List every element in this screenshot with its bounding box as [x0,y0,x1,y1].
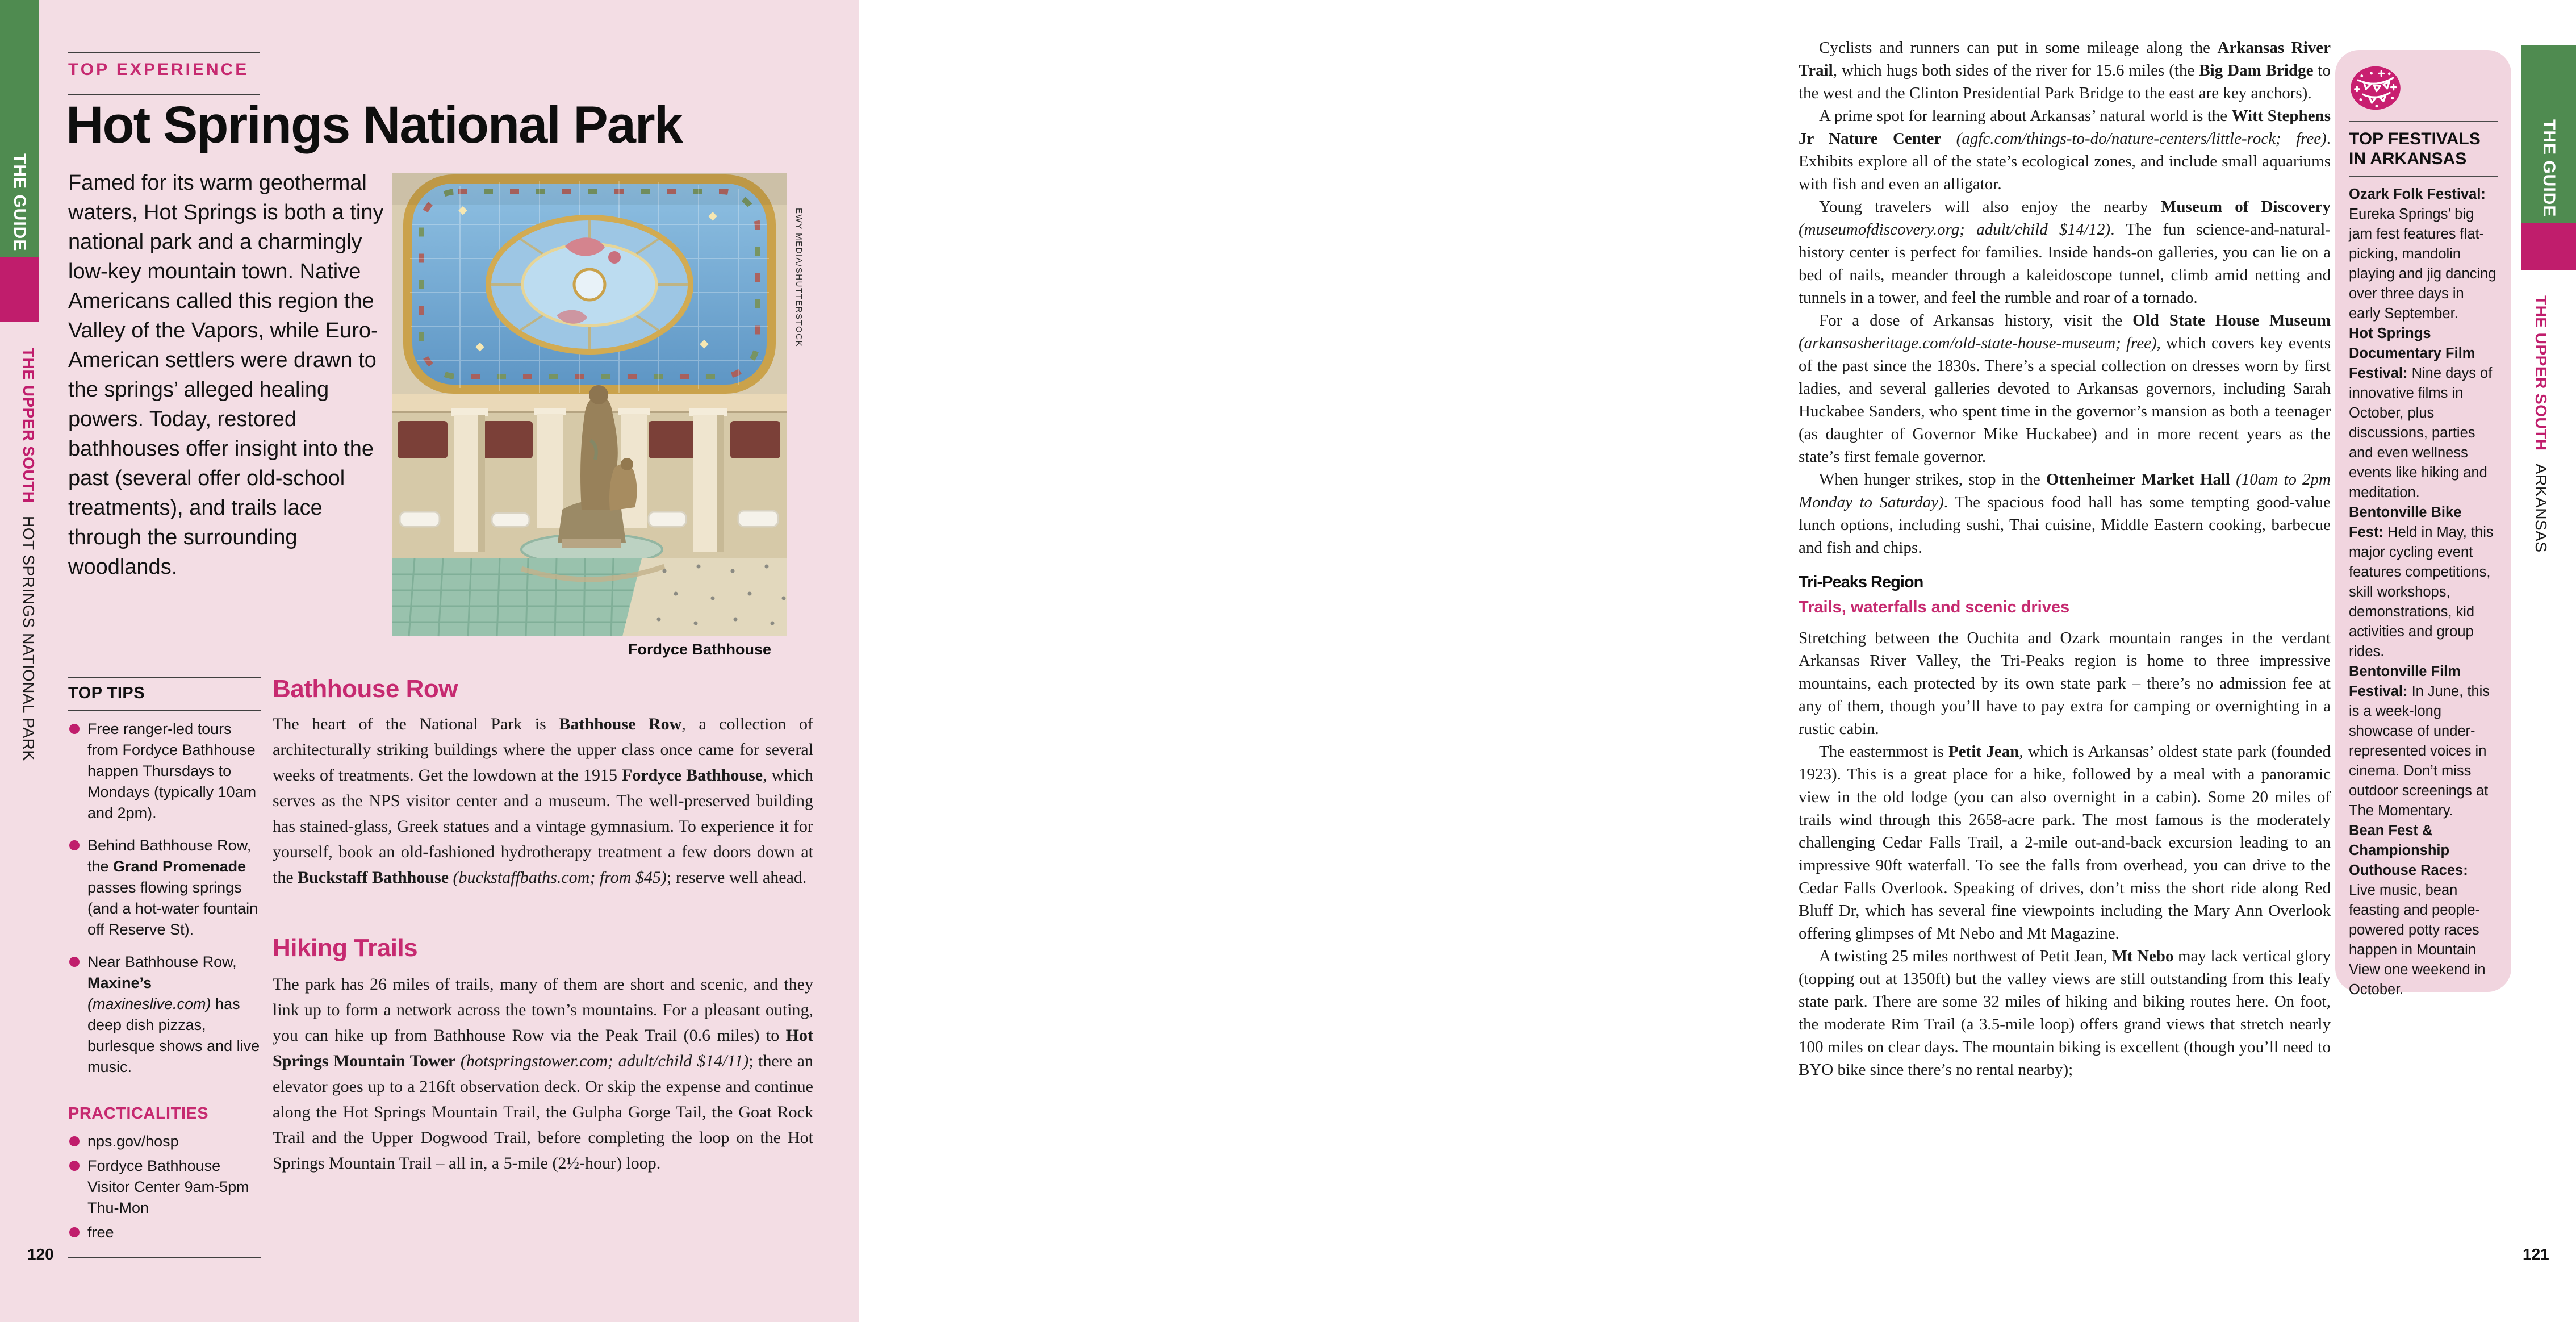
edge-spine-text-right [2532,295,2550,552]
festival-description: In June, this is a week-long showcase of under-represented voices in cinema. Don’t miss outdoor screenings at The Momentary. [2349,683,2490,819]
page-number-right: 121 [2523,1245,2549,1263]
tip-text: Behind Bathhouse Row, the Grand Promenade passes flowing springs (and a hot-water fountain off Reserve St). [87,837,258,938]
festival-name: Bentonville Bike Fest: [2349,504,2462,540]
section-heading-tri-peaks: Tri-Peaks Region [1799,573,1923,591]
section-heading-bathhouse-row: Bathhouse Row [273,675,458,703]
body-paragraph: A twisting 25 miles northwest of Petit Jean, Mt Nebo may lack vertical glory (topping out at 1350ft) but the valley views are still outstanding from this leafy state park. There are some 32 miles of hiking and biking routes here. On foot, the moderate Rim Trail (a 3.5-mile loop) offers grand views that stretch nearly 100 miles on clear days. The mountain biking is excellent (though you’ll need to BYO bike since there’s no rental nearby); [1799,946,2331,1079]
tips-rule-top [68,677,261,678]
edge-tab-label: THE GUIDE [10,153,29,251]
kicker-top-experience: TOP EXPERIENCE [68,60,249,79]
page-left [0,0,859,1322]
list-item [68,1156,261,1219]
kicker-rule-top [68,52,260,53]
section-subheading-trails-waterfalls: Trails, waterfalls and scenic drives [1799,598,2070,616]
sidebar-rule-top [2349,121,2498,122]
practicalities-heading: PRACTICALITIES [68,1104,209,1123]
practicality-text: Fordyce Bathhouse Visitor Center 9am-5pm Thu-Mon [87,1157,249,1216]
festival-entry [2349,662,2498,821]
main-text-column [1799,36,2331,1081]
stained-glass-ceiling-illustration [392,173,787,636]
page-right [859,0,2558,1322]
festival-description: Live music, bean feasting and people-powered potty races happen in Mountain View one weekend in October. [2349,882,2486,998]
festival-entry [2349,324,2498,503]
edge-tab-the-guide-right [2521,45,2576,223]
section-heading-hiking-trails: Hiking Trails [273,934,418,962]
photo-caption: Fordyce Bathhouse [628,641,771,658]
section-body-hiking-trails: The park has 26 miles of trails, many of them are short and scenic, and they link up to form a network across the town’s mountains. For a pleasant outing, you can hike up from Bathhouse Row via the Peak Trail (0.6 miles) to Hot Springs Mountain Tower (hotspringstower.com; adult/child $14/11); there an elevator goes up to a 216ft observation deck. Or skip the expense and continue along the Hot Springs Mountain Trail, the Gulpha Gorge Tail, the Goat Rock Trail and the Upper Dogwood Trail, before completing the loop on the Hot Springs Mountain Trail – all in, a 5-mile (2½-hour) loop. [273,975,813,1173]
festival-entry [2349,821,2498,1000]
kicker-rule-bottom [68,94,260,95]
edge-section-label: ARKANSAS [2532,463,2550,553]
festival-description: Held in May, this major cycling event features competitions, skill workshops, demonstrations, kid activities and group rides. [2349,524,2494,660]
festival-entry [2349,185,2498,324]
list-item [68,719,261,824]
festival-description: Nine days of innovative films in October, plus discussions, parties and even wellness events like hiking and meditation. [2349,365,2493,501]
festival-name: Ozark Folk Festival: [2349,186,2486,202]
festival-name: Bean Fest & Championship Outhouse Races: [2349,823,2468,878]
practicalities-box [68,1099,261,1258]
edge-chapter-label: THE UPPER SOUTH [2532,295,2550,451]
edge-spine-text-left [19,348,37,761]
edge-magenta-block-right [2521,223,2576,270]
festival-entry [2349,503,2498,662]
bullet-dot-icon [69,957,80,967]
bullet-dot-icon [69,840,80,850]
bullet-dot-icon [69,724,80,734]
festival-name: Hot Springs Documentary Film Festival: [2349,326,2475,381]
festival-name: Bentonville Film Festival: [2349,664,2461,699]
top-tips-heading: TOP TIPS [68,684,145,702]
top-tips-list [68,719,261,1078]
sidebar-title [2349,129,2498,169]
festival-entries [2349,185,2498,1000]
list-item [68,1131,261,1152]
fordyce-bathhouse-photo [392,173,787,636]
photo-credit: EWY MEDIA/SHUTTERSTOCK [794,208,804,347]
body-paragraph: Cyclists and runners can put in some mileage along the Arkansas River Trail, which hugs both sides of the river for 15.6 miles (the Big Dam Bridge to the west and the Clinton Presidential Park Bridge to the east are key anchors). [1799,39,2331,102]
bullet-dot-icon [69,1161,80,1171]
festival-description: Eureka Springs’ big jam fest features flat-picking, mandolin playing and jig dancing over three days in early September. [2349,206,2496,322]
intro-paragraph: Famed for its warm geothermal waters, Hot Springs is both a tiny national park and a charmingly low-key mountain town. Native Americans called this region the Valley of the Vapors, while Euro-American settlers were drawn to the springs’ alleged healing powers. Today, restored bathhouses offer insight into the past (several offer old-school treatments), and trails lace through the surrounding woodlands. [68,171,384,579]
practicalities-list [68,1131,261,1243]
edge-tab-the-guide-left [0,0,39,257]
page-number-left: 120 [27,1245,54,1263]
list-item [68,952,261,1078]
top-festivals-sidebar [2335,50,2511,998]
edge-tab-label: THE GUIDE [2540,119,2558,217]
festival-bunting-icon [2349,65,2402,111]
practicalities-rule-bottom [68,1257,261,1258]
bullet-dot-icon [69,1227,80,1237]
sidebar-rule-bottom [2349,176,2498,177]
edge-section-label: HOT SPRINGS NATIONAL PARK [20,515,37,761]
edge-chapter-label: THE UPPER SOUTH [20,348,37,503]
list-item [68,1222,261,1243]
tip-text: Free ranger-led tours from Fordyce Bathhouse happen Thursdays to Mondays (typically 10am and 2pm). [87,720,257,821]
body-paragraph: Stretching between the Ouchita and Ozark mountain ranges in the verdant Arkansas River Valley, the Tri-Peaks region is home to three impressive mountains, each protected by its own state park – there’s no admission fee at any of them, though you’ll have to pay extra for camping or overnighting in a rustic cabin. [1799,628,2331,738]
sidebar-title-line1: TOP FESTIVALS [2349,130,2481,148]
sidebar-title-line2: IN ARKANSAS [2349,149,2467,168]
page-title: Hot Springs National Park [66,96,682,154]
body-paragraph: Young travelers will also enjoy the nearby Museum of Discovery (museumofdiscovery.org; adult/child $14/12). The fun science-and-natural-history center is perfect for families. Inside hands-on galleries, you can lie on a bed of nails, meander through a kaleidoscope tunnel, climb amid netting and tunnels in a tower, and feel the rumble and roar of a tornado. [1799,198,2331,307]
body-paragraph: For a dose of Arkansas history, visit the Old State House Museum (arkansasheritage.com/old-state-house-museum; free), which covers key events of the past since the 1830s. There’s a special collection on dresses worn by first ladies, and several galleries devoted to Arkansas governors, including Sarah Huckabee Sanders, who spent time in the governor’s mansion as both a teenager (as daughter of Governor Mike Huckabee) and in more recent years as the state’s first female governor. [1799,311,2331,466]
list-item [68,835,261,940]
body-paragraph: The easternmost is Petit Jean, which is Arkansas’ oldest state park (founded 1923). This is a great place for a hike, followed by a meal with a panoramic view in the old lodge (you can also overnight in a cabin). Some 20 miles of trails wind through this 2658-acre park. The most famous is the moderately challenging Cedar Falls Trail, a 2-mile out-and-back excursion leading to an impressive 90ft waterfall. To see the falls from overhead, you can drive to the Cedar Falls Overlook. Speaking of drives, don’t miss the short ride along Red Bluff Dr, which has several fine viewpoints including the Mary Ann Overlook offering glimpses of Mt Nebo and Mt Magazine. [1799,742,2331,943]
practicality-text: free [87,1224,114,1241]
body-paragraph: When hunger strikes, stop in the Ottenheimer Market Hall (10am to 2pm Monday to Saturday). The spacious food hall has some tempting good-value lunch options, including sushi, Thai cuisine, Middle Eastern cooking, barbecue and fish and chips. [1799,470,2331,557]
tips-rule-bottom [68,710,261,711]
body-paragraph: A prime spot for learning about Arkansas’ natural world is the Witt Stephens Jr Nature Center (agfc.com/things-to-do/nature-centers/little-rock; free). Exhibits explore all of the state’s ecological zones, and include small aquariums with fish and even an alligator. [1799,107,2331,193]
section-body-bathhouse-row: The heart of the National Park is Bathhouse Row, a collection of architecturally striking buildings where the upper class once came for several weeks of treatments. Get the lowdown at the 1915 Fordyce Bathhouse, which serves as the NPS visitor center and a museum. The well-preserved building has stained-glass, Greek statues and a vintage gymnasium. To experience it for yourself, book an old-fashioned hydrotherapy treatment a few doors down at the Buckstaff Bathhouse (buckstaffbaths.com; from $45); reserve well ahead. [273,715,814,887]
top-tips-box [68,677,261,1089]
practicality-text: nps.gov/hosp [87,1133,179,1150]
edge-magenta-block-left [0,257,39,322]
tip-text: Near Bathhouse Row, Maxine’s (maxineslive.com) has deep dish pizzas, burlesque shows and live music. [87,953,260,1075]
bullet-dot-icon [69,1136,80,1146]
